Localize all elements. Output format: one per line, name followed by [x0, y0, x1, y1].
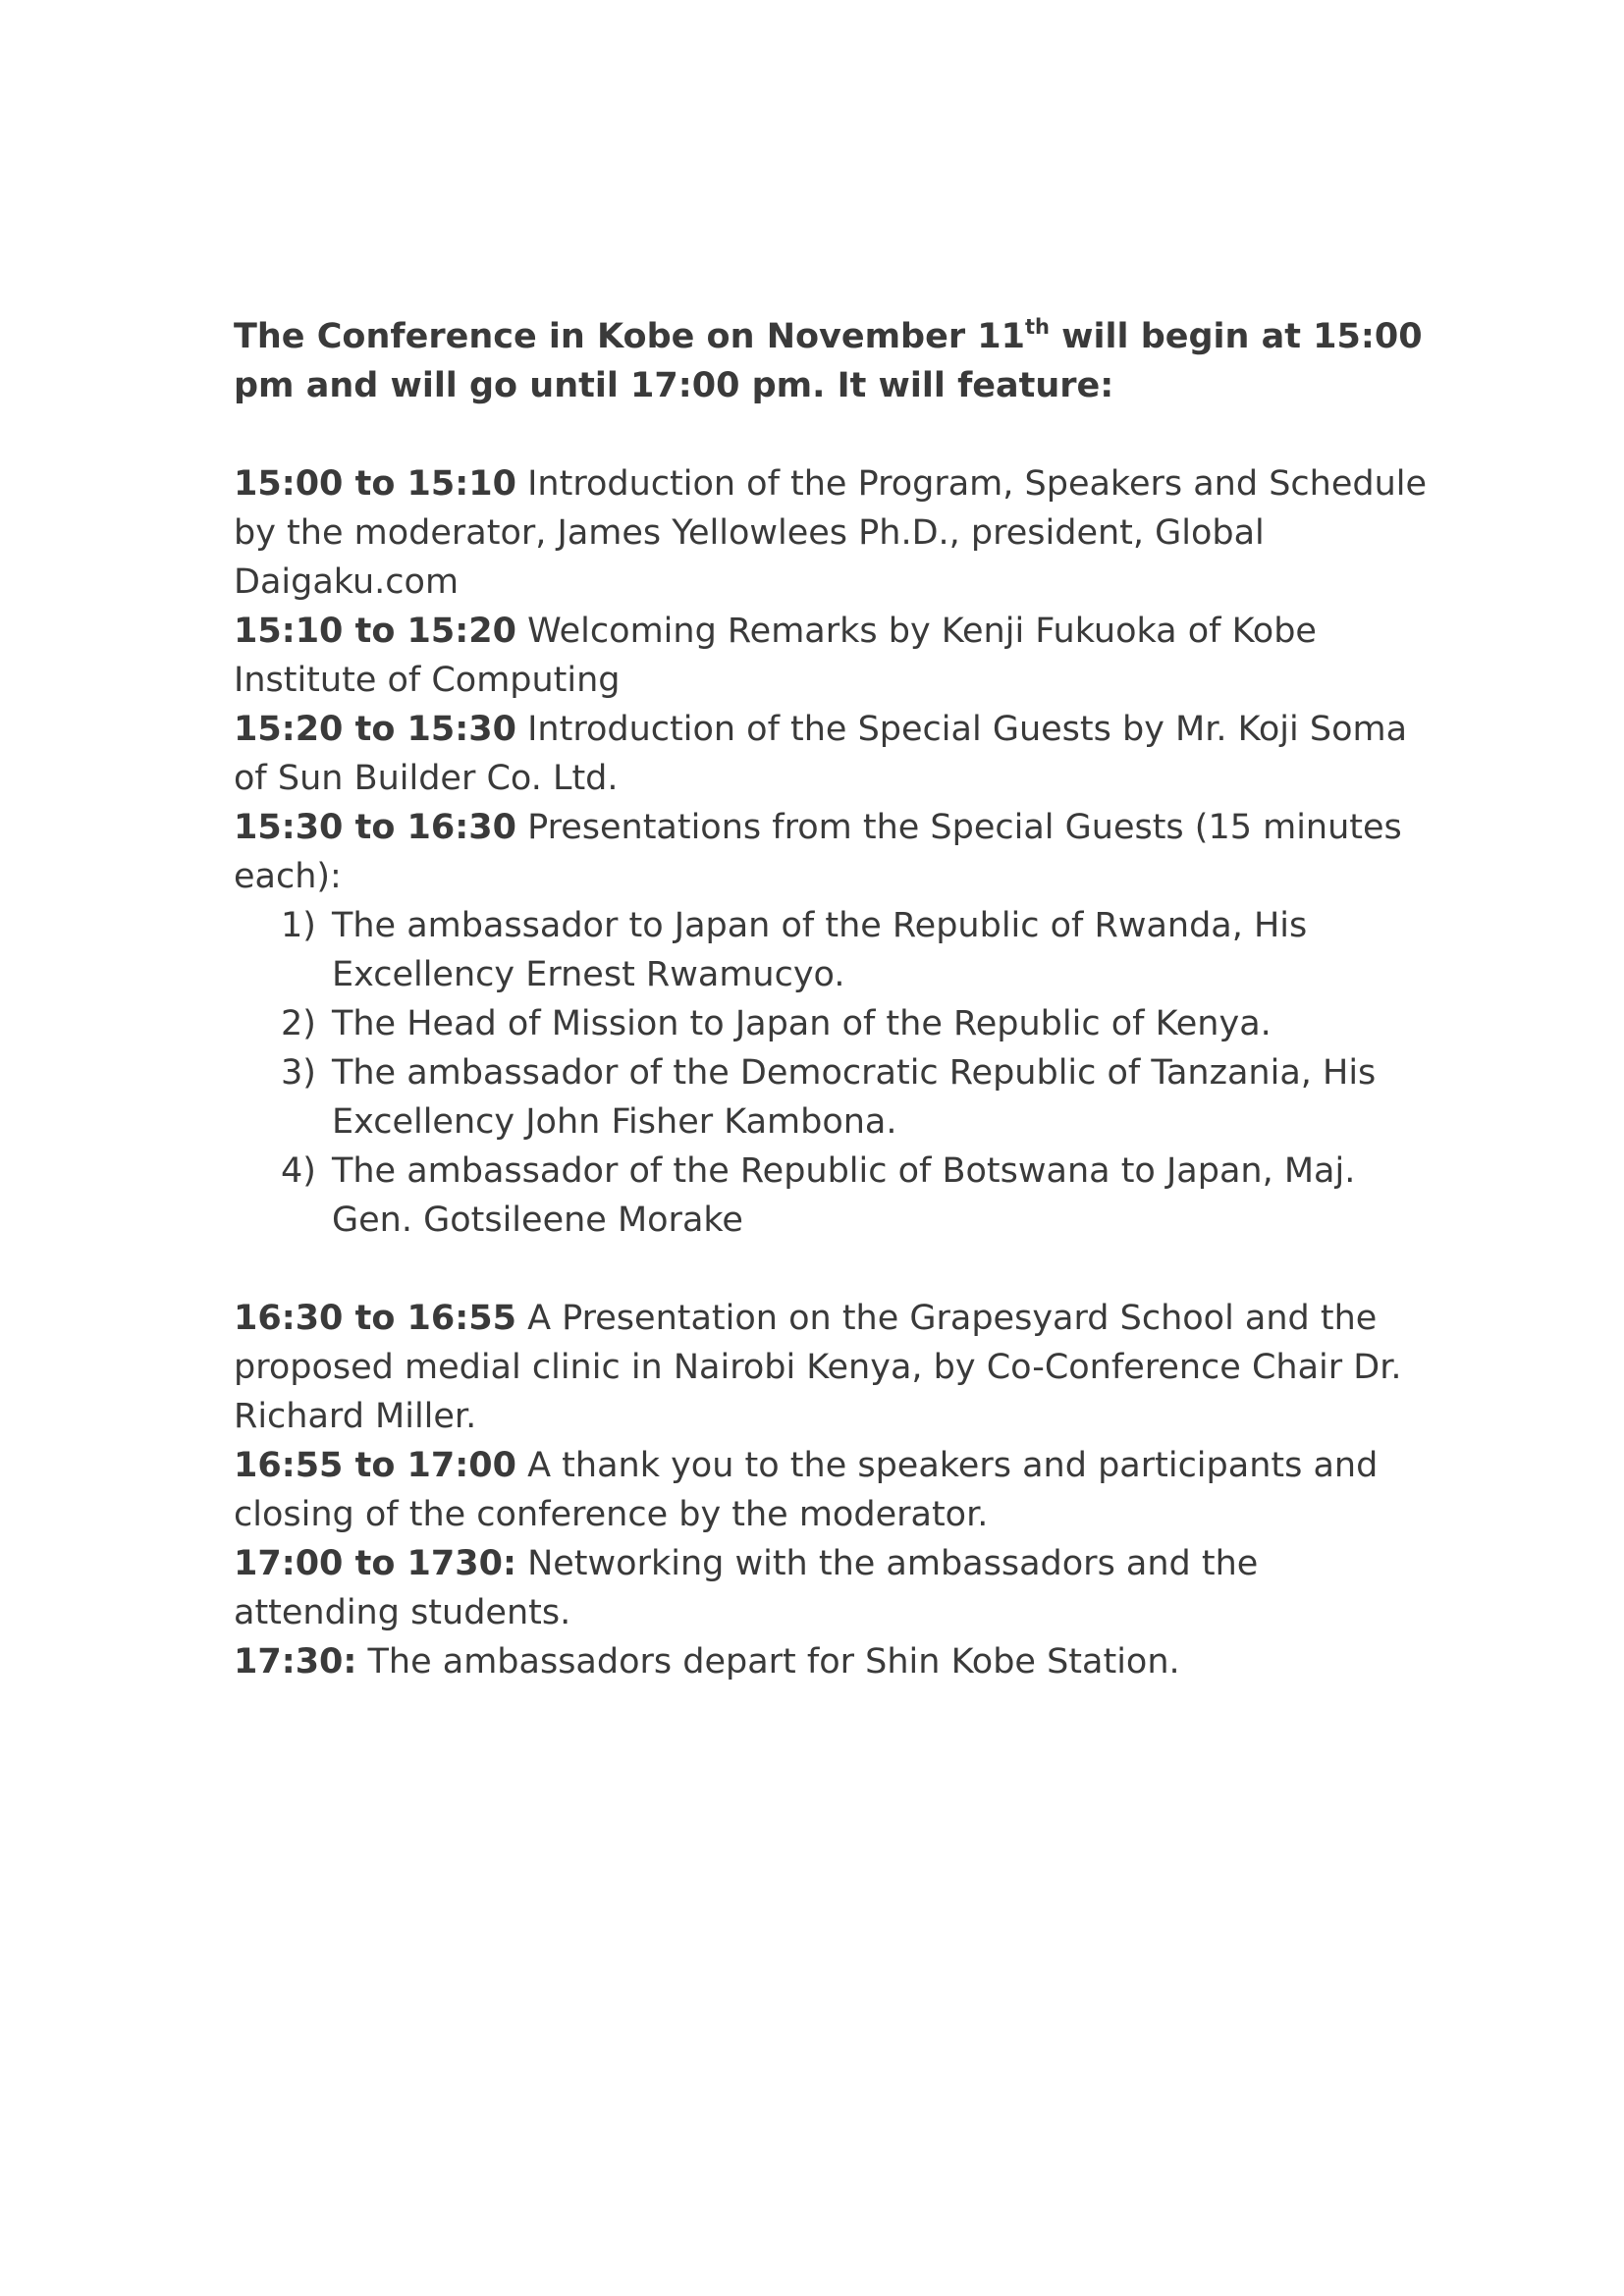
list-number: 1)	[281, 906, 316, 945]
document-page	[234, 312, 1432, 1686]
list-item-text: The ambassador to Japan of the Republic of Rwanda, His Excellency Ernest Rwamucyo.	[332, 906, 1308, 994]
schedule-entry	[234, 607, 1432, 705]
entry-time: 15:30 to 16:30	[234, 808, 516, 847]
entry-text: Presentations from the Special Guests (15 minutes each):	[234, 808, 1402, 896]
entry-text: Introduction of the Special Guests by Mr. Koji Soma of Sun Builder Co. Ltd.	[234, 710, 1408, 798]
schedule-entry	[234, 803, 1432, 901]
entry-text: Networking with the ambassadors and the attending students.	[234, 1544, 1259, 1632]
entry-time: 15:20 to 15:30	[234, 710, 516, 749]
list-item-text: The Head of Mission to Japan of the Republic of Kenya.	[332, 1004, 1272, 1043]
list-item-text: The ambassador of the Democratic Republic of Tanzania, His Excellency John Fisher Kambona.	[332, 1053, 1377, 1142]
schedule-entry	[234, 1441, 1432, 1539]
intro-text-1: The Conference in Kobe on November 11	[234, 317, 1025, 356]
intro-text-2: will begin at 15:00 pm and will go until 17:00 pm. It will feature:	[234, 317, 1423, 405]
entry-time: 15:10 to 15:20	[234, 612, 516, 651]
entry-time: 16:30 to 16:55	[234, 1299, 516, 1338]
entry-time: 16:55 to 17:00	[234, 1446, 516, 1485]
entry-time: 15:00 to 15:10	[234, 464, 516, 504]
special-guests-list	[234, 901, 1432, 1245]
schedule-entry	[234, 1294, 1432, 1441]
list-number: 2)	[281, 1004, 316, 1043]
schedule-entry	[234, 1637, 1432, 1686]
list-number: 4)	[281, 1151, 316, 1191]
entry-text: A Presentation on the Grapesyard School and the proposed medial clinic in Nairobi Kenya, by Co-Conference Chair Dr. Richard Miller.	[234, 1299, 1402, 1436]
entry-time: 17:30:	[234, 1642, 357, 1682]
list-item	[234, 1048, 1432, 1147]
list-item	[234, 1147, 1432, 1245]
entry-time: 17:00 to 1730:	[234, 1544, 516, 1583]
schedule-entry	[234, 459, 1432, 607]
list-number: 3)	[281, 1053, 316, 1093]
entry-text: Welcoming Remarks by Kenji Fukuoka of Kobe Institute of Computing	[234, 612, 1317, 700]
entry-text: Introduction of the Program, Speakers and Schedule by the moderator, James Yellowlees Ph.D., president, Global Daigaku.com	[234, 464, 1428, 602]
list-item-text: The ambassador of the Republic of Botswana to Japan, Maj. Gen. Gotsileene Morake	[332, 1151, 1356, 1240]
list-item	[234, 901, 1432, 999]
list-item	[234, 999, 1432, 1048]
schedule-entry	[234, 1539, 1432, 1637]
entry-text: A thank you to the speakers and participants and closing of the conference by the moderator.	[234, 1446, 1379, 1534]
intro-paragraph	[234, 312, 1432, 410]
ordinal-suffix: th	[1025, 315, 1050, 339]
entry-text: The ambassadors depart for Shin Kobe Station.	[356, 1642, 1180, 1682]
schedule-entry	[234, 705, 1432, 803]
